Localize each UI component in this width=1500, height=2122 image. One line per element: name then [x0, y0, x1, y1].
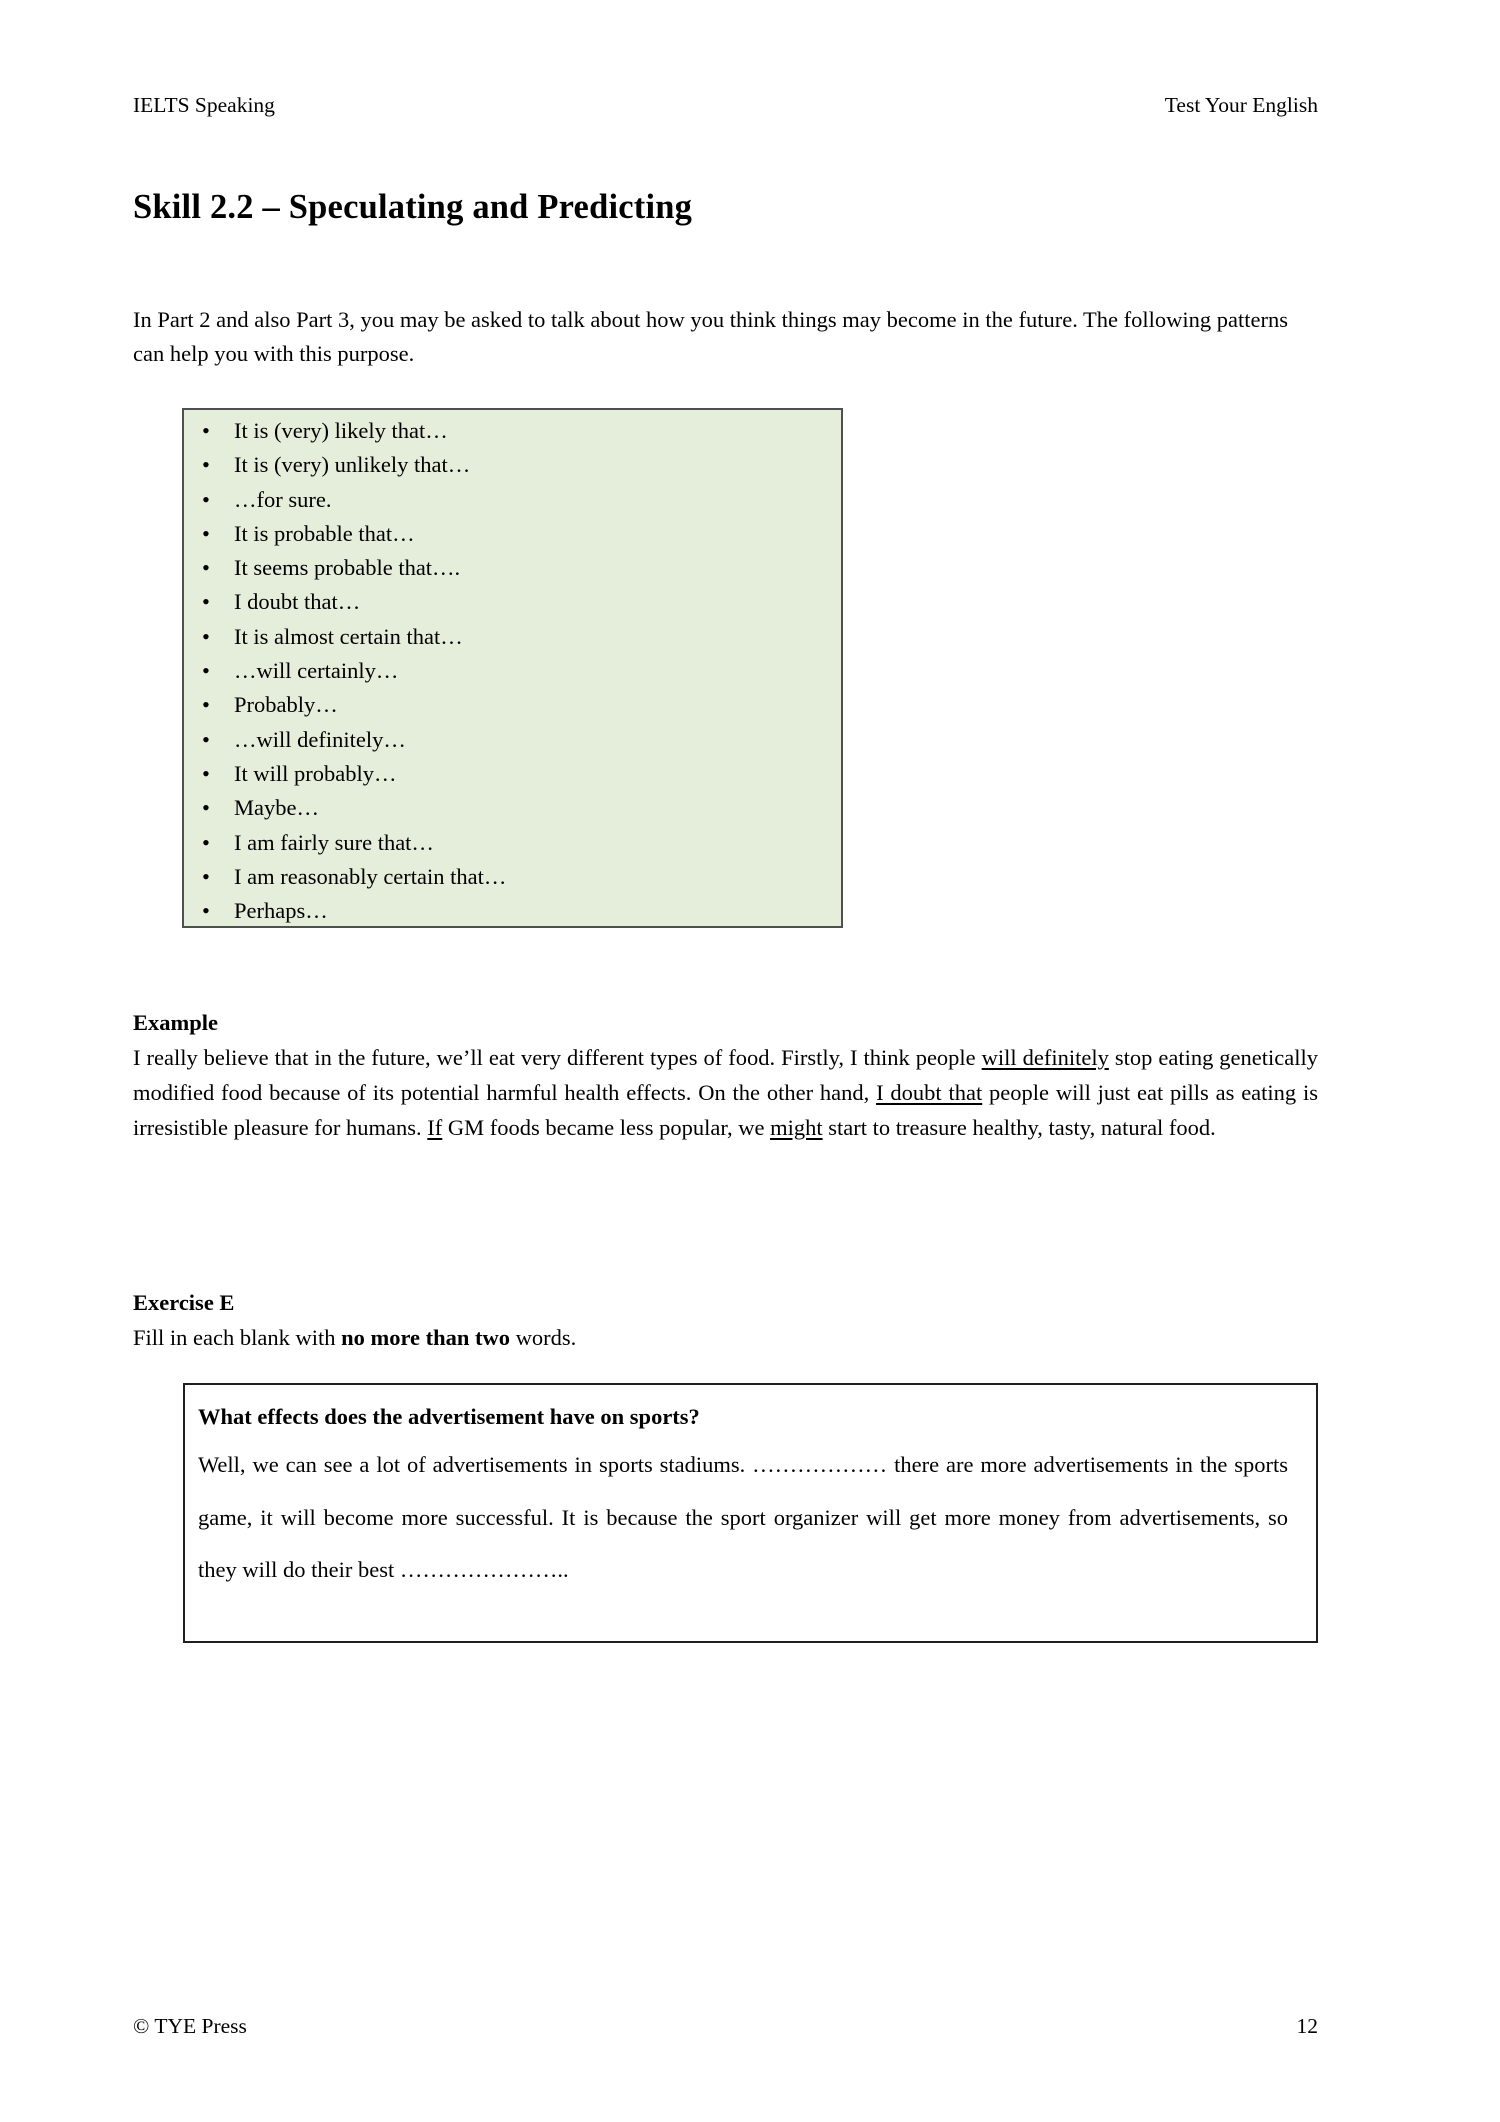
header-right-text: Test Your English [1164, 93, 1318, 117]
phrase-item: • I am fairly sure that… [184, 826, 835, 860]
footer-copyright: © TYE Press [133, 2014, 247, 2038]
phrase-item: • Perhaps… [184, 894, 835, 928]
text-segment: GM foods became less popular, we [442, 1115, 771, 1140]
underlined-text: might [770, 1115, 823, 1140]
exercise-body-text: Well, we can see a lot of advertisements in sports stadiums. ……………… there are more advertisements in the sports game, it will become more successful. It is because the sport organizer will get more money from advertisements, so they will do their best ………………….. [198, 1452, 1288, 1582]
bold-text: no more than two [341, 1325, 511, 1350]
phrase-item: • I doubt that… [184, 585, 835, 619]
text-segment: stop eating genetically modified food because of its potential harmful health effects. On the other hand, [133, 1045, 1319, 1105]
text-segment: words. [510, 1325, 577, 1350]
page-title: Skill 2.2 – Speculating and Predicting [133, 188, 693, 226]
phrase-item: • It is (very) unlikely that… [184, 448, 835, 482]
phrase-item: • It is almost certain that… [184, 620, 835, 654]
example-heading: Example [133, 1010, 219, 1035]
exercise-box [183, 1383, 1318, 1643]
phrase-item: • …will definitely… [184, 723, 835, 757]
example-section [133, 1005, 1318, 1145]
exercise-section [133, 1285, 1318, 1355]
underlined-text: If [427, 1115, 443, 1140]
underlined-text: I doubt that [876, 1080, 983, 1105]
phrase-item: • Maybe… [184, 791, 835, 825]
phrase-item: • …will certainly… [184, 654, 835, 688]
text-segment: I really believe that in the future, we’ll eat very different types of food. Firstly, I think people [133, 1045, 982, 1070]
text-segment: Fill in each blank with [133, 1325, 342, 1350]
exercise-question: What effects does the advertisement have on sports? [198, 1404, 700, 1429]
phrase-item: • Probably… [184, 688, 835, 722]
text-segment: start to treasure healthy, tasty, natural food. [822, 1115, 1216, 1140]
phrase-item: • It is probable that… [184, 517, 835, 551]
phrase-list [184, 410, 841, 928]
phrase-item: • It is (very) likely that… [184, 414, 835, 448]
exercise-instruction [133, 1320, 1318, 1355]
intro-paragraph: In Part 2 and also Part 3, you may be asked to talk about how you think things may become in the future. The following patterns can help you with this purpose. [133, 307, 1288, 366]
page-footer [133, 2013, 1318, 2039]
header-left-text: IELTS Speaking [133, 93, 275, 117]
exercise-heading: Exercise E [133, 1290, 235, 1315]
phrase-item: • It will probably… [184, 757, 835, 791]
page-header [133, 92, 1318, 118]
phrase-item: • I am reasonably certain that… [184, 860, 835, 894]
footer-page-number: 12 [1296, 2014, 1318, 2038]
text-segment: people will just eat pills as eating is irresistible pleasure for humans. [133, 1080, 1319, 1140]
phrase-item: • It seems probable that…. [184, 551, 835, 585]
phrase-item: • …for sure. [184, 483, 835, 517]
phrase-box [182, 408, 843, 928]
underlined-text: will definitely [981, 1045, 1109, 1070]
example-paragraph [133, 1040, 1318, 1145]
